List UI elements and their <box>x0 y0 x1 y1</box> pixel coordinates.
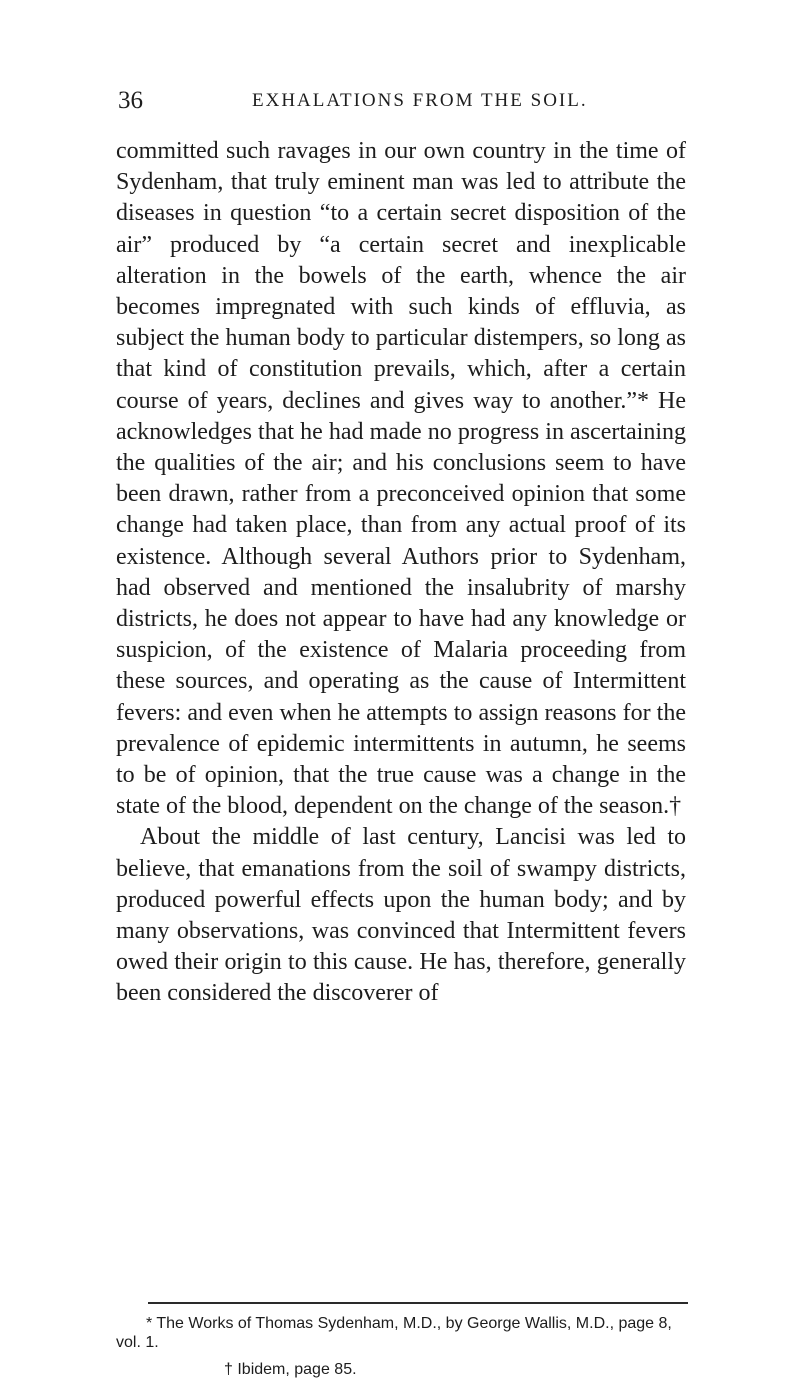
footnote-1: * The Works of Thomas Sydenham, M.D., by George Wallis, M.D., page 8, vol. 1. <box>116 1315 672 1351</box>
running-head <box>0 86 801 116</box>
footnote-2: † Ibidem, page 85. <box>224 1361 357 1378</box>
running-head-title: EXHALATIONS FROM THE SOIL. <box>252 90 588 111</box>
main-text <box>116 136 686 1010</box>
footnotes <box>116 1314 688 1379</box>
footnote-rule <box>148 1302 688 1304</box>
page-number: 36 <box>118 87 143 114</box>
paragraph-2: About the middle of last century, Lancisi was led to believe, that emanations from the soil of swampy districts, produced powerful effects upon the human body; and by many observations, was convinced that Intermittent fevers owed their origin to this cause. He has, therefore, generally been considered the discoverer of <box>116 824 686 1007</box>
paragraph-1: committed such ravages in our own country in the time of Sydenham, that truly eminent man was led to attribute the diseases in question “to a certain secret disposition of the air” produced by “a certain secret and inexplicable alteration in the bowels of the earth, whence the air becomes impregnated with such kinds of effluvia, as subject the human body to particular distempers, so long as that kind of constitution prevails, which, after a certain course of years, declines and gives way to another.”* He acknowledges that he had made no progress in ascertaining the qualities of the air; and his conclusions seem to have been drawn, rather from a preconceived opinion that some change had taken place, than from any actual proof of its existence. Although several Authors prior to Sydenham, had observed and mentioned the insalubrity of marshy districts, he does not appear to have had any knowledge or suspicion, of the existence of Malaria proceeding from these sources, and operating as the cause of Intermittent fevers: and even when he attempts to assign reasons for the prevalence of epidemic intermittents in autumn, he seems to be of opinion, that the true cause was a change in the state of the blood, dependent on the change of the season.† <box>116 138 686 820</box>
